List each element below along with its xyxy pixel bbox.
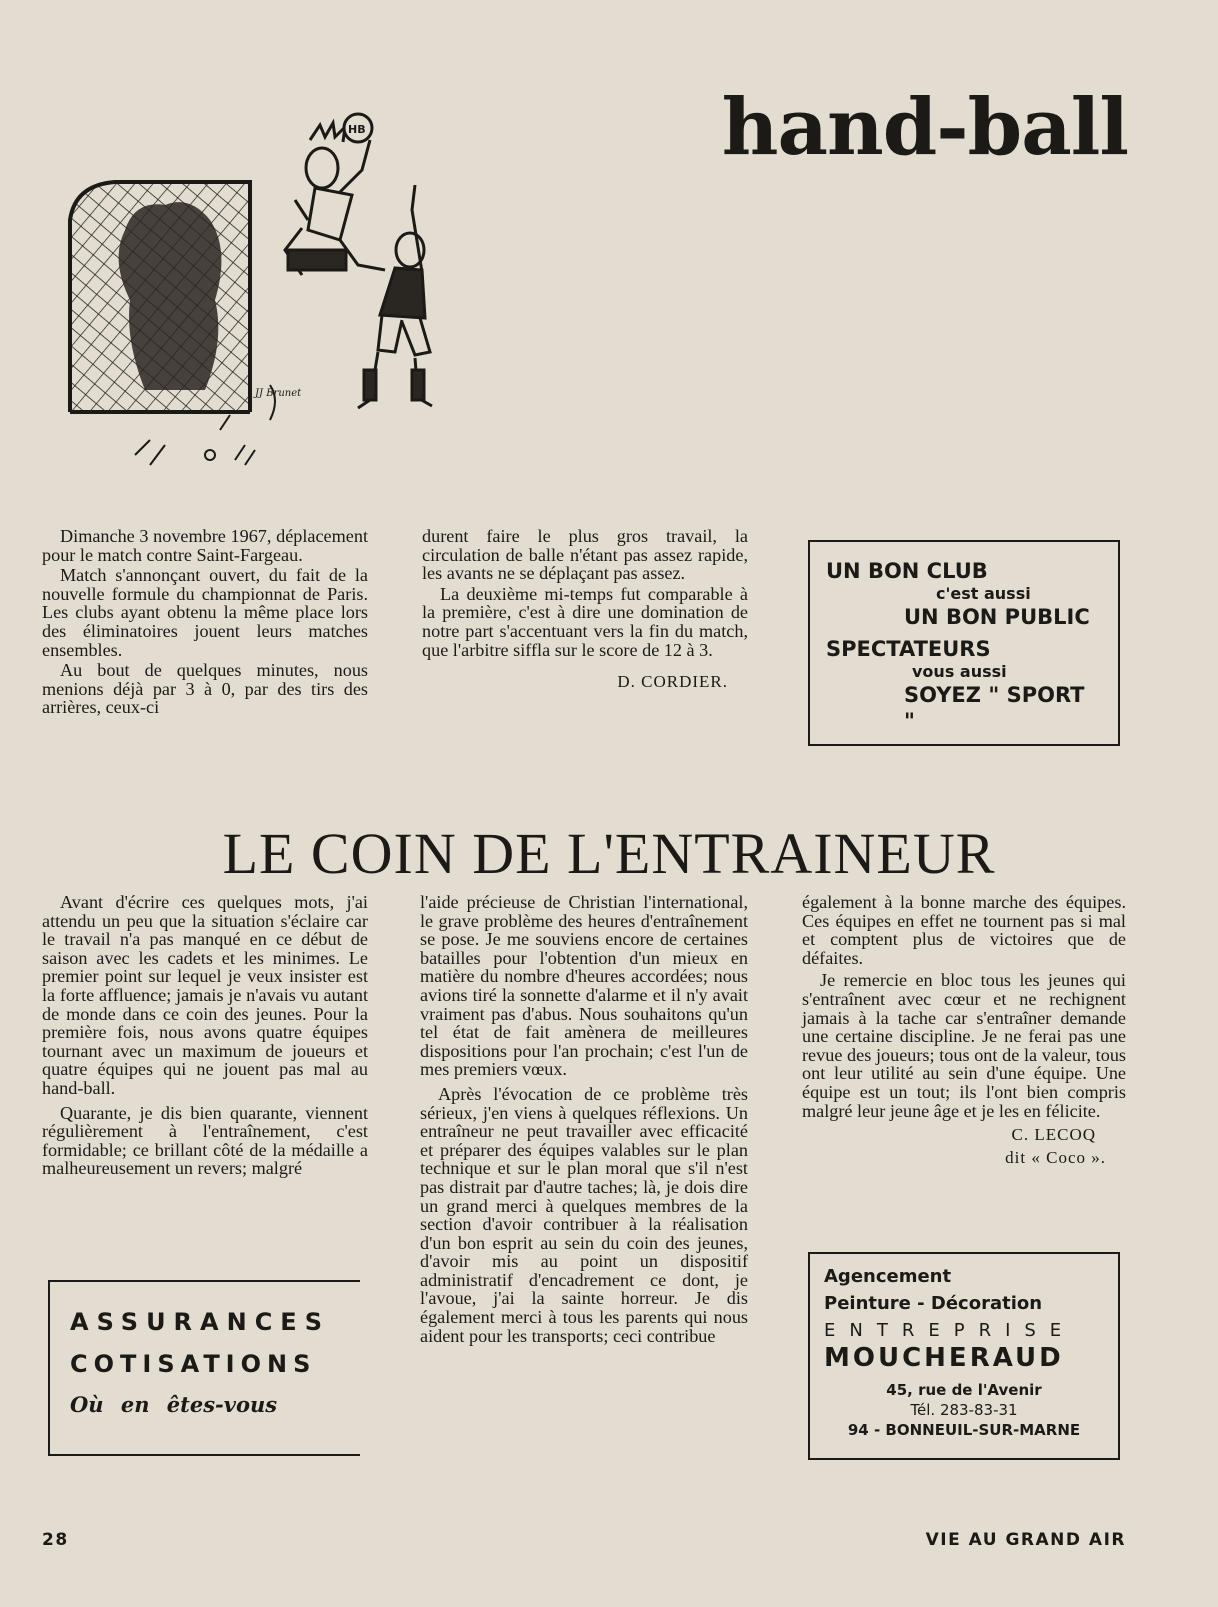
paragraph: Dimanche 3 novembre 1967, déplacement pour le match contre Saint-Fargeau. bbox=[42, 526, 368, 565]
paragraph: Après l'évocation de ce problème très sérieux, j'en viens à quelques réflexions. Un entraîneur ne peut travailler avec efficacité et préparer des équipes valables sur le plan technique et sur le plan moral que s'il n'est pas distrait par d'autre taches; là, je dois dire un grand merci à quelques membres de la section d'avoir contribuer à la réalisation d'un bon esprit au sein du coin des jeunes, d'avoir mis au point un dispositif administratif d'encadrement ce dont, je l'avoue, j'ai la sainte horreur. Je dis également merci à tous les parents qui nous aident pour les transports; ceci contribue bbox=[420, 1083, 748, 1346]
ad-business-box bbox=[808, 1252, 1120, 1460]
handball-illustration bbox=[40, 100, 460, 500]
paragraph: Avant d'écrire ces quelques mots, j'ai attendu un peu que la situation s'éclaire car le travail n'a pas manqué en ce début de saison avec les cadets et les minimes. Le premier point sur lequel je veux insister est la forte affluence; jamais je n'avais vu autant de monde dans ce coin des jeunes. Pour la première fois, nous avons quatre équipes tournant avec un maximum de joueurs et quatre équipes qui ne jouent pas mal au hand-ball. bbox=[42, 892, 368, 1098]
article2-signature-name: C. LECOQ bbox=[1011, 1125, 1096, 1145]
article2-signature-alias: dit « Coco ». bbox=[1005, 1147, 1106, 1167]
article1-column-2 bbox=[422, 527, 748, 692]
ad-insurance-line: ASSURANCES bbox=[70, 1308, 330, 1336]
article1-signature: D. CORDIER. bbox=[617, 672, 728, 692]
magazine-name: VIE AU GRAND AIR bbox=[925, 1530, 1126, 1550]
article1-column-1 bbox=[42, 527, 368, 717]
paragraph: Je remercie en bloc tous les jeunes qui s'entraînent avec cœur et ne rechignent jamais à la tache car s'entraîner demande une certaine discipline. Je ne ferai pas une revue des joueurs; tous ont de la valeur, tous ont leur utilité au sein d'une équipe. Une équipe est un tout; ils l'ont bien compris malgré leur jeune âge et je les en félicite. bbox=[802, 970, 1126, 1121]
paragraph: Match s'annonçant ouvert, du fait de la nouvelle formule du championnat de Paris. Les clubs ayant obtenu la même place lors des éliminatoires jouent leurs matches ensembles. bbox=[42, 565, 368, 660]
ad-insurance-box bbox=[48, 1280, 360, 1456]
ad-club-line: SOYEZ " SPORT " bbox=[904, 683, 1085, 733]
article2-column-1 bbox=[42, 893, 368, 1178]
ad-club-line: vous aussi bbox=[912, 662, 1007, 681]
ad-club-line: SPECTATEURS bbox=[826, 637, 991, 661]
ad-club-line: UN BON CLUB bbox=[826, 559, 988, 583]
ad-insurance-line: COTISATIONS bbox=[70, 1350, 317, 1378]
ad-business-line: ENTREPRISE bbox=[824, 1320, 1076, 1341]
ad-club-line: c'est aussi bbox=[936, 584, 1031, 603]
article2-column-3 bbox=[802, 893, 1126, 1167]
paragraph: durent faire le plus gros travail, la circulation de balle n'étant pas assez rapide, les avants ne se déplaçant pas assez. bbox=[422, 526, 748, 584]
page-number: 28 bbox=[42, 1530, 69, 1550]
ad-club-box bbox=[808, 540, 1120, 746]
paragraph: Au bout de quelques minutes, nous menions déjà par 3 à 0, par des tirs des arrières, ceux-ci bbox=[42, 660, 368, 718]
ad-business-line: Agencement bbox=[824, 1266, 952, 1287]
ad-business-line: 94 - BONNEUIL-SUR-MARNE bbox=[847, 1421, 1081, 1439]
paragraph: La deuxième mi-temps fut comparable à la première, c'est à dire une domination de notre part s'accentuant vers la fin du match, que l'arbitre siffla sur le score de 12 à 3. bbox=[422, 583, 748, 660]
artist-signature: JJ Brunet bbox=[255, 388, 302, 399]
section-title: LE COIN DE L'ENTRAINEUR bbox=[222, 821, 996, 886]
ad-business-line: MOUCHERAUD bbox=[824, 1343, 1064, 1373]
ad-club-line: UN BON PUBLIC bbox=[904, 605, 1090, 629]
article2-column-2 bbox=[420, 893, 748, 1345]
ad-business-line: 45, rue de l'Avenir bbox=[886, 1381, 1042, 1399]
paragraph: l'aide précieuse de Christian l'international, le grave problème des heures d'entraînement se pose. Je me souviens encore de certaines batailles pour l'obtention d'un mieux en matière du nombre d'heures accordées; nous avions tiré la sonnette d'alarme et il n'y avait vraiment pas d'abus. Nous souhaitons qu'un tel état de fait amènera de meilleures dispositions pour l'an prochain; c'est l'un de mes premiers vœux. bbox=[420, 892, 748, 1080]
ad-insurance-line: Où en êtes-vous bbox=[70, 1392, 278, 1417]
ad-business-line: Tél. 283-83-31 bbox=[910, 1401, 1018, 1419]
paragraph: Quarante, je dis bien quarante, viennent régulièrement à l'entraînement, c'est formidable; ce brillant côté de la médaille a malheureusement un revers; malgré bbox=[42, 1102, 368, 1179]
page-title: hand-ball bbox=[721, 82, 1128, 173]
ad-business-line: Peinture - Décoration bbox=[824, 1293, 1043, 1314]
ball-label: HB bbox=[348, 123, 366, 136]
paragraph: également à la bonne marche des équipes. Ces équipes en effet ne tournent pas si mal et comptent plus de victoires que de défaites. bbox=[802, 892, 1126, 968]
